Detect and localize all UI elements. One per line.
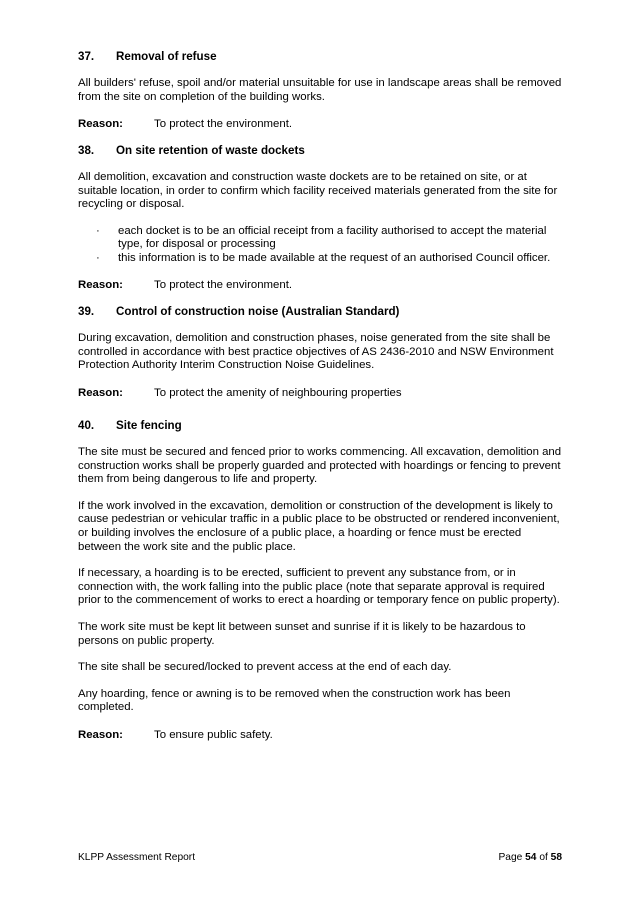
section-40 <box>78 419 562 742</box>
reason-line <box>78 386 562 400</box>
section-number: 39. <box>78 305 95 319</box>
section-title: Site fencing <box>116 418 182 432</box>
report-name: KLPP Assessment Report <box>78 852 196 863</box>
reason-label: Reason: <box>78 118 123 131</box>
page-total: 58 <box>550 852 562 863</box>
page-of: of <box>539 852 548 863</box>
reason-label: Reason: <box>78 279 123 292</box>
bullet-dot-icon: · <box>96 251 100 264</box>
reason-text: To protect the environment. <box>154 118 293 131</box>
reason-line <box>78 117 562 131</box>
section-38 <box>78 144 562 292</box>
list-item <box>96 252 562 265</box>
paragraph: The work site must be kept lit between sunset and sunrise if it is likely to be hazardous to persons on public property. <box>78 620 526 647</box>
section-number: 38. <box>78 144 95 158</box>
reason-label: Reason: <box>78 386 123 399</box>
reason-text: To protect the environment. <box>154 279 293 292</box>
reason-line <box>78 278 562 292</box>
paragraph: During excavation, demolition and construction phases, noise generated from the site shall be controlled in accordance with best practice objectives of AS 2436-2010 and NSW Environment Protection Authority Interim Construction Noise Guidelines. <box>78 332 554 372</box>
reason-text: To protect the amenity of neighbouring properties <box>154 386 402 399</box>
section-heading <box>78 305 562 319</box>
section-number: 40. <box>78 418 95 432</box>
list-item-text: each docket is to be an official receipt from a facility authorised to accept the material type, for disposal or processing <box>118 224 547 251</box>
section-heading <box>78 419 562 433</box>
section-39 <box>78 305 562 400</box>
paragraph: If the work involved in the excavation, demolition or construction of the development is likely to cause pedestrian or vehicular traffic in a public place to be obstructed or rendered inconvenient, or building involves the enclosure of a public place, a hoarding or fence must be erected between the work site and the public place. <box>78 499 560 553</box>
page-word: Page <box>498 852 523 863</box>
page-number <box>498 852 562 863</box>
section-title: Removal of refuse <box>116 50 217 63</box>
paragraph: The site shall be secured/locked to prevent access at the end of each day. <box>78 661 452 674</box>
bullet-list <box>78 225 562 265</box>
paragraph: The site must be secured and fenced prior to works commencing. All excavation, demolition and construction works shall be properly guarded and protected with hoardings or fencing to prevent them from being dangerous to life and property. <box>78 445 562 486</box>
section-heading <box>78 50 562 64</box>
page-current: 54 <box>525 852 537 863</box>
reason-label: Reason: <box>78 728 123 741</box>
section-number: 37. <box>78 50 95 63</box>
section-title: On site retention of waste dockets <box>116 144 305 158</box>
document-page <box>78 50 562 755</box>
reason-line <box>78 728 562 742</box>
list-item <box>96 225 562 252</box>
list-item-text: this information is to be made available at the request of an authorised Council officer. <box>118 251 551 264</box>
page-footer <box>78 852 562 863</box>
paragraph: If necessary, a hoarding is to be erected, sufficient to prevent any substance from, or in connection with, the work falling into the public place (note that separate approval is required prior to the commencement of works to erect a hoarding or temporary fence on public property). <box>78 567 560 607</box>
section-title: Control of construction noise (Australian Standard) <box>116 305 400 319</box>
section-37 <box>78 50 562 131</box>
paragraph: All demolition, excavation and construction waste dockets are to be retained on site, or at suitable location, in order to confirm which facility received materials generated from the site for recycling or disposal. <box>78 171 558 211</box>
section-heading <box>78 144 562 158</box>
paragraph: All builders' refuse, spoil and/or material unsuitable for use in landscape areas shall be removed from the site on completion of the building works. <box>78 77 562 103</box>
bullet-dot-icon: · <box>96 224 100 237</box>
reason-text: To ensure public safety. <box>154 728 273 741</box>
paragraph: Any hoarding, fence or awning is to be removed when the construction work has been completed. <box>78 687 511 714</box>
